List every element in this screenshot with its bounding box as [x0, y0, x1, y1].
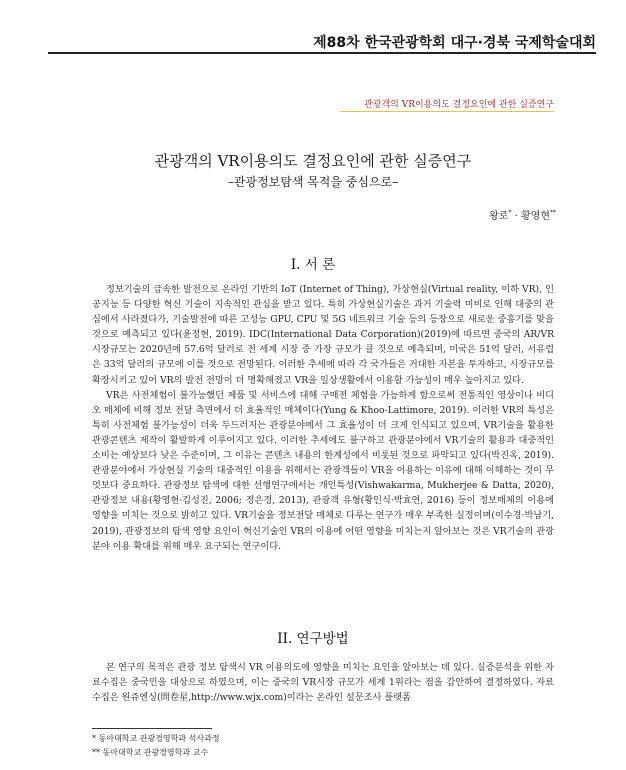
conference-header — [0, 0, 626, 54]
author-name: 황영현 — [521, 211, 550, 222]
header-rule — [48, 52, 596, 54]
footnote: ** 동아대학교 관광경영학과 교수 — [92, 748, 209, 757]
footnote: * 동아대학교 관광경영학과 석사과정 — [92, 734, 220, 743]
paragraph: 정보기술의 급속한 발전으로 온라인 기반의 IoT (Internet of Thing), 가상현실(Virtual reality, 이하 VR), 인공지능 등 다양한 혁신 기술이 지속적인 관심을 받고 있다. 특히 가상현실기술은 과거 기술력 미비로 인해 대중의 관심에서 사라졌다가, 기술발전에 따른 고성능 GPU, CPU 및 5G 네트워크 기술 등의 등장으로 새로운 중흥기를 맞을 것으로 예측되고 있다(윤정현, 2019). IDC(International Data Corporation)(2019)에 따르면 중국의 AR/VR 시장규모는 2020년에 57.6억 달러로 전 세계 시장 중 가장 규모가 클 것으로 예측되며, 미국은 51억 달러, 서유럽은 33억 달러의 규모에 이를 것으로 전망된다. 이러한 추세에 따라 각 국가들은 거대한 자본을 투자하고, 시장규모를 확장시키고 있어 VR의 발전 전망이 더 명확해졌고 VR을 일상생활에서 이용할 가능성이 매우 높아지고 있다. — [92, 284, 554, 386]
conference-title: 제88차 한국관광학회 대구·경북 국제학술대회 — [313, 35, 596, 51]
section-heading-methods: II. 연구방법 — [277, 631, 349, 647]
section-heading-introduction: I. 서 론 — [290, 257, 336, 273]
paragraph: 본 연구의 목적은 관광 정보 탐색시 VR 이용의도에 영향을 미치는 요인을 알아보는 데 있다. 실증분석을 위한 자료수집은 중국인을 대상으로 하였으며, 이는 중국의 VR시장 규모가 세계 1위라는 점을 감안하여 결정하였다. 자료수집은 원쥬엔싱(問卷星,http://www.wjx.com)이라는 온라인 설문조사 플랫폼 — [92, 662, 554, 704]
running-title-rule — [340, 111, 554, 112]
paper-title: 관광객의 VR이용의도 결정요인에 관한 실증연구 — [154, 152, 472, 170]
paper-subtitle: –관광정보탐색 목적을 중심으로– — [227, 175, 399, 189]
methods-body — [92, 660, 554, 705]
author-line — [489, 207, 556, 222]
paragraph: VR은 사전체험이 불가능했던 제품 및 서비스에 대해 구매전 체험을 가능하게 함으로써 전통적인 영상이나 비디오 매체에 비해 정보 전달 측면에서 더 효율적인 매체이다(Yung & Khoo-Lattimore, 2019). 이러한 VR의 특성은 특히 사전체험 불가능성이 더욱 두드러지는 관광분야에서 그 효율성이 더 크게 인식되고 있으며, VR기술을 활용한 관광콘텐츠 제작이 활발하게 이루어지고 있다. 이러한 추세에도 불구하고 관광분야에서 VR기술의 활용과 대중적인 소비는 예상보다 낮은 수준이며, 그 이유는 콘텐츠 내용의 한계성에서 비롯된 것으로 파악되고 있다(박진옥, 2019). 관광분야에서 가상현실 기술의 대중적인 이용을 위해서는 관광객들이 VR을 이용하는 이유에 대해 이해하는 것이 무엇보다 중요하다. 관광정보 탐색에 대한 선행연구에서는 개인특성(Vishwakarma, Mukherjee & Datta, 2020), 관광정보 내용(황영현·김성진, 2006; 정은경, 2013), 관광객 유형(황인식·박효연, 2016) 등이 정보매체의 이용에 영향을 미치는 것으로 밝히고 있다. VR기술을 정보전달 매체로 다루는 연구가 매우 부족한 실정이며(이수경·박남기, 2019), 관광정보의 탐색 영향 요인이 혁신기술인 VR의 이용에 어떤 영향을 미치는지 알아보는 것은 VR기술의 관광분야 이용 확대를 위해 매우 요구되는 연구이다. — [92, 389, 554, 552]
author-affiliation-mark: ** — [550, 209, 556, 217]
author-affiliation-mark: * — [508, 209, 512, 217]
introduction-body — [92, 282, 554, 554]
running-title: 관광객의 VR이용의도 결정요인에 관한 실증연구 — [364, 100, 554, 110]
author-name: 왕로 — [489, 211, 509, 222]
author-separator: · — [511, 211, 522, 222]
footnote-rule — [92, 728, 212, 729]
